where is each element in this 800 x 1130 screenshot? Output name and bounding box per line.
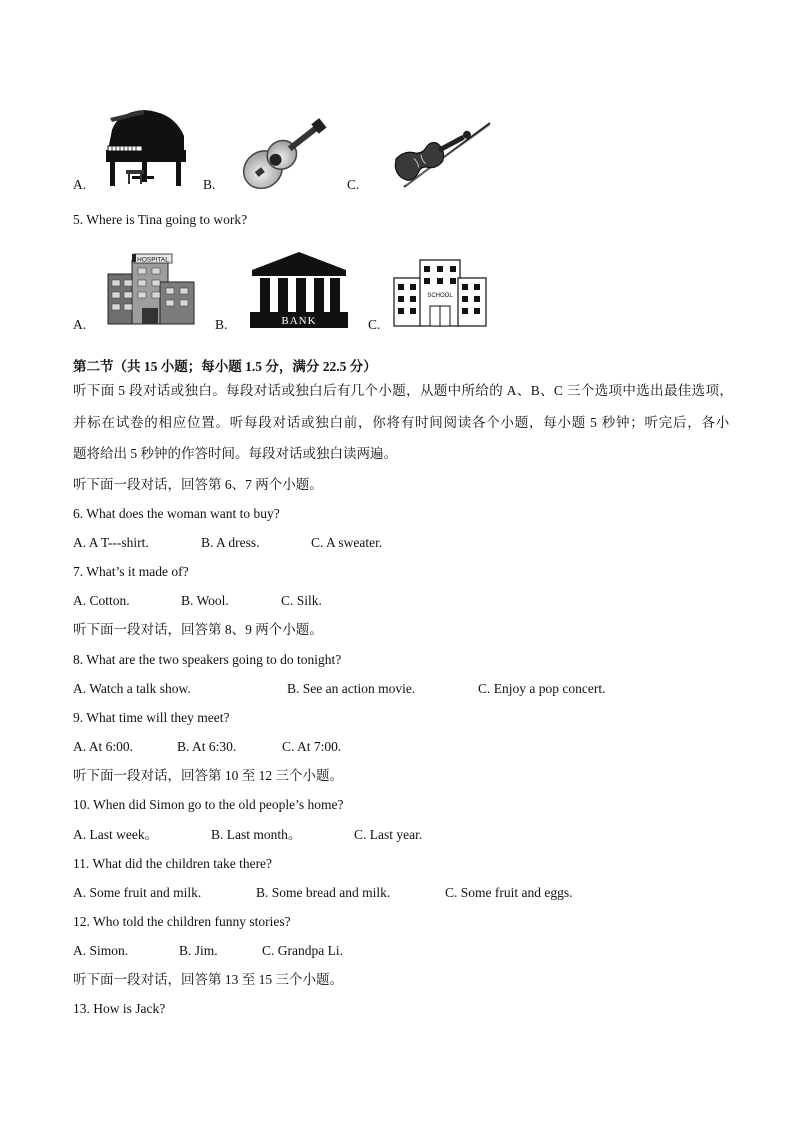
q7-option-c: C. Silk. — [281, 593, 322, 608]
q5-option-b-image — [248, 250, 350, 330]
group1-intro: 听下面一段对话，回答第 6、7 两个小题。 — [73, 477, 323, 492]
q7-question: 7. What’s it made of? — [73, 564, 189, 579]
group2-intro: 听下面一段对话，回答第 8、9 两个小题。 — [73, 622, 323, 637]
q10-question: 10. When did Simon go to the old people’s home? — [73, 797, 344, 812]
violin-icon — [386, 115, 494, 191]
section2-title: 第二节（共 15 小题；每小题 1.5 分，满分 22.5 分） — [73, 359, 377, 374]
q10-option-b: B. Last month。 — [211, 827, 302, 842]
q5-option-b-letter: B. — [215, 317, 228, 332]
hospital-sign: HOSPITAL — [137, 256, 169, 264]
q7-option-a: A. Cotton. — [73, 593, 130, 608]
q10-option-c: C. Last year. — [354, 827, 423, 842]
q4-option-b-letter: B. — [203, 177, 216, 192]
q11-option-a: A. Some fruit and milk. — [73, 885, 202, 900]
q5-question: 5. Where is Tina going to work? — [73, 212, 248, 227]
q6-option-c: C. A sweater. — [311, 535, 383, 550]
q12-option-c: C. Grandpa Li. — [262, 943, 343, 958]
group3-intro: 听下面一段对话，回答第 10 至 12 三个小题。 — [73, 768, 343, 783]
q5-option-c-letter: C. — [368, 317, 381, 332]
q8-question: 8. What are the two speakers going to do tonight? — [73, 652, 342, 667]
q5-option-c-image — [392, 258, 488, 328]
q12-question: 12. Who told the children funny stories? — [73, 914, 291, 929]
school-building-icon — [392, 258, 488, 328]
q6-question: 6. What does the woman want to buy? — [73, 506, 280, 521]
q4-option-a-image — [104, 106, 188, 190]
bank-building-icon — [248, 250, 350, 330]
q9-option-b: B. At 6:30. — [177, 739, 237, 754]
acoustic-guitar-icon — [234, 105, 330, 189]
q6-option-b: B. A dress. — [201, 535, 260, 550]
hospital-building-icon — [104, 252, 196, 326]
q4-option-c-letter: C. — [347, 177, 360, 192]
bank-sign: BANK — [281, 315, 317, 327]
q11-option-c: C. Some fruit and eggs. — [445, 885, 573, 900]
school-sign: SCHOOL — [427, 293, 453, 299]
q7-option-b: B. Wool. — [181, 593, 229, 608]
q8-option-c: C. Enjoy a pop concert. — [478, 681, 606, 696]
group4-intro: 听下面一段对话，回答第 13 至 15 三个小题。 — [73, 972, 343, 987]
section2-instruction-line-3: 题将给出 5 秒钟的作答时间。每段对话或独白读两遍。 — [73, 446, 397, 461]
q9-option-a: A. At 6:00. — [73, 739, 134, 754]
q8-option-a: A. Watch a talk show. — [73, 681, 191, 696]
grand-piano-icon — [104, 106, 188, 190]
q5-option-a-letter: A. — [73, 317, 87, 332]
q13-question: 13. How is Jack? — [73, 1001, 166, 1016]
q4-option-c-image — [386, 115, 494, 191]
q11-question: 11. What did the children take there? — [73, 856, 273, 871]
section2-instruction-line-1: 听下面 5 段对话或独白。每段对话或独白后有几个小题，从题中所给的 A、B、C 三个选项中选出最佳选项， — [73, 383, 734, 398]
q6-option-a: A. A T---shirt. — [73, 535, 149, 550]
q10-option-a: A. Last week。 — [73, 827, 159, 842]
q4-option-b-image — [234, 105, 330, 189]
q9-question: 9. What time will they meet? — [73, 710, 230, 725]
q4-option-a-letter: A. — [73, 177, 87, 192]
section2-instruction-line-2: 并标在试卷的相应位置。听每段对话或独白前，你将有时间阅读各个小题，每小题 5 秒钟；听完后，各小 — [73, 415, 730, 430]
q8-option-b: B. See an action movie. — [287, 681, 416, 696]
q12-option-b: B. Jim. — [179, 943, 218, 958]
q5-option-a-image — [104, 252, 196, 326]
q11-option-b: B. Some bread and milk. — [256, 885, 391, 900]
q12-option-a: A. Simon. — [73, 943, 129, 958]
q9-option-c: C. At 7:00. — [282, 739, 342, 754]
